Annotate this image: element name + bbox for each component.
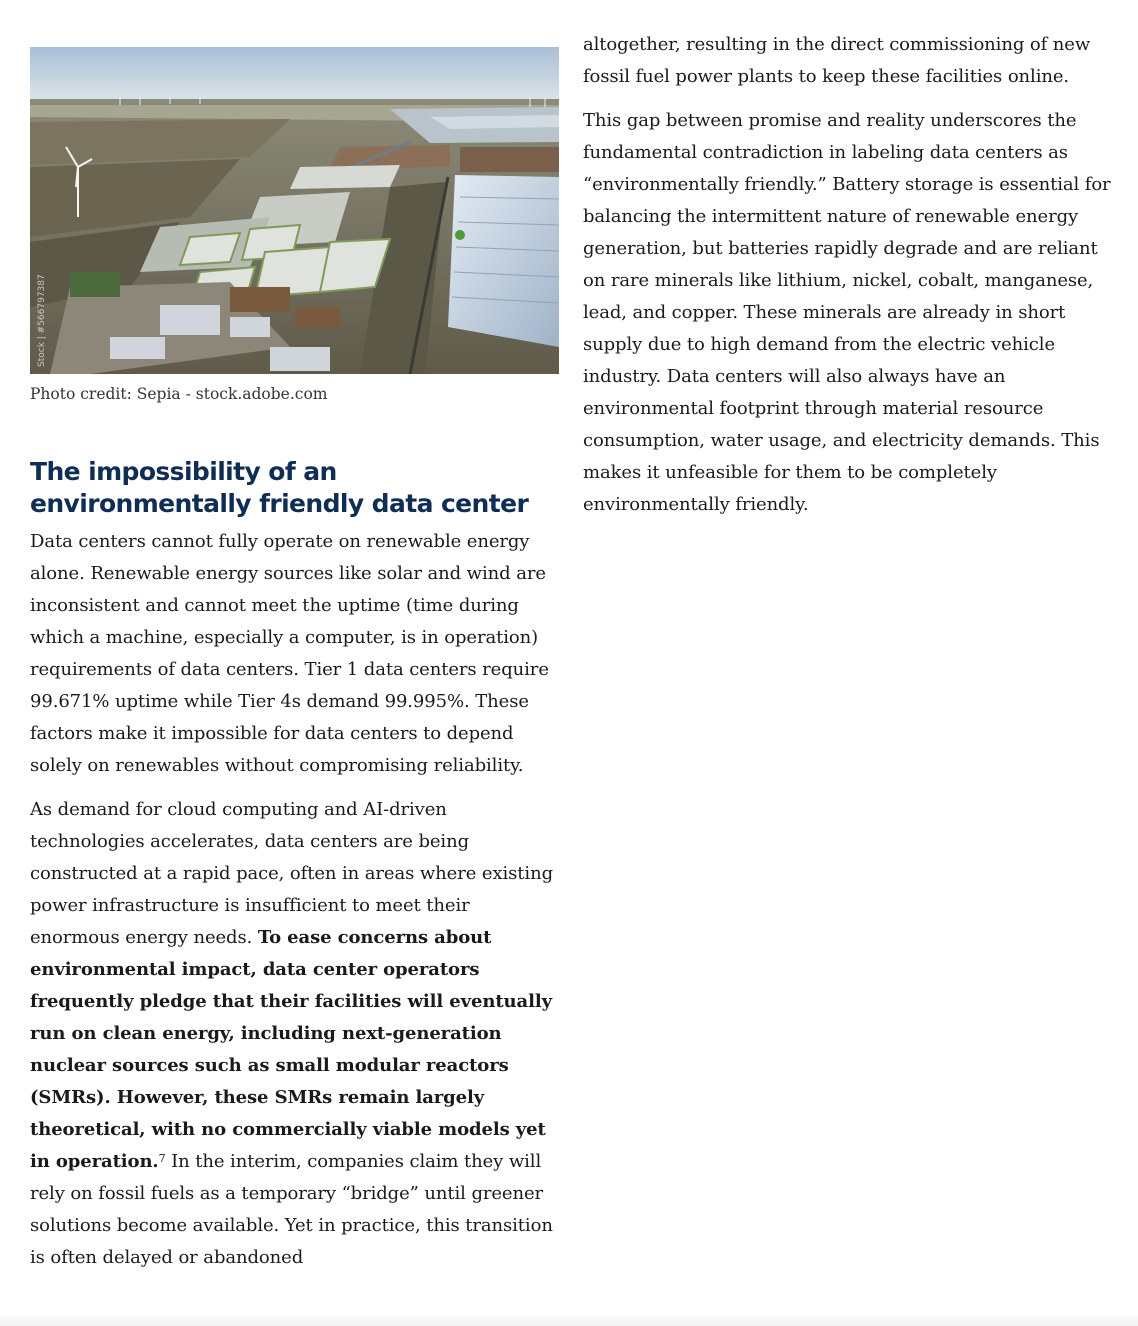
photo-watermark: Stock | #566797387 xyxy=(37,274,47,367)
body-paragraph-1: Data centers cannot fully operate on renewable energy alone. Renewable energy sources like solar and wind are inconsistent and cannot meet the uptime (time during which a machine, especially a computer, is in operation) requirements of data centers. Tier 1 data centers require 99.671% uptime while Tier 4s demand 99.995%. These factors make it impossible for data centers to depend solely on renewables without compromising reliability. xyxy=(30,531,549,776)
section-heading: The impossibility of an environmentally friendly data center xyxy=(30,457,529,518)
paragraph-2-lead: As demand for cloud computing and AI-driven technologies accelerates, data centers are being constructed at a rapid pace, often in areas where existing power infrastructure is insufficient to meet their enormous energy needs. xyxy=(30,799,554,948)
right-column xyxy=(583,29,1113,521)
page-bottom-edge xyxy=(0,1312,1138,1326)
paragraph-2-tail: In the interim, companies claim they will rely on fossil fuels as a temporary “bridge” until greener solutions become available. Yet in practice, this transition is often delayed or abandoned xyxy=(30,1151,553,1268)
body-paragraph-2 xyxy=(30,794,560,1274)
body-paragraph-3: This gap between promise and reality underscores the fundamental contradiction in labeling data centers as “environmentally friendly.” Battery storage is essential for balancing the intermittent nature of renewable energy generation, but batteries rapidly degrade and are reliant on rare minerals like lithium, nickel, cobalt, manganese, lead, and copper. These minerals are already in short supply due to high demand from the electric vehicle industry. Data centers will also always have an environmental footprint through material resource consumption, water usage, and electricity demands. This makes it unfeasible for them to be completely environmentally friendly. xyxy=(583,110,1111,515)
left-column xyxy=(30,47,560,1274)
paragraph-2-emphasis: To ease concerns about environmental impact, data center operators frequently pledge that their facilities will eventually run on clean energy, including next-generation nuclear sources such as small modular reactors (SMRs). However, these SMRs remain largely theoretical, with no commercially viable models yet in operation. xyxy=(30,927,552,1172)
body-paragraph-2-continued: altogether, resulting in the direct commissioning of new fossil fuel power plants to keep these facilities online. xyxy=(583,34,1091,87)
footnote-marker[interactable]: 7 xyxy=(158,1152,166,1165)
data-center-aerial-photo xyxy=(30,47,559,374)
photo-credit: Photo credit: Sepia - stock.adobe.com xyxy=(30,385,328,403)
